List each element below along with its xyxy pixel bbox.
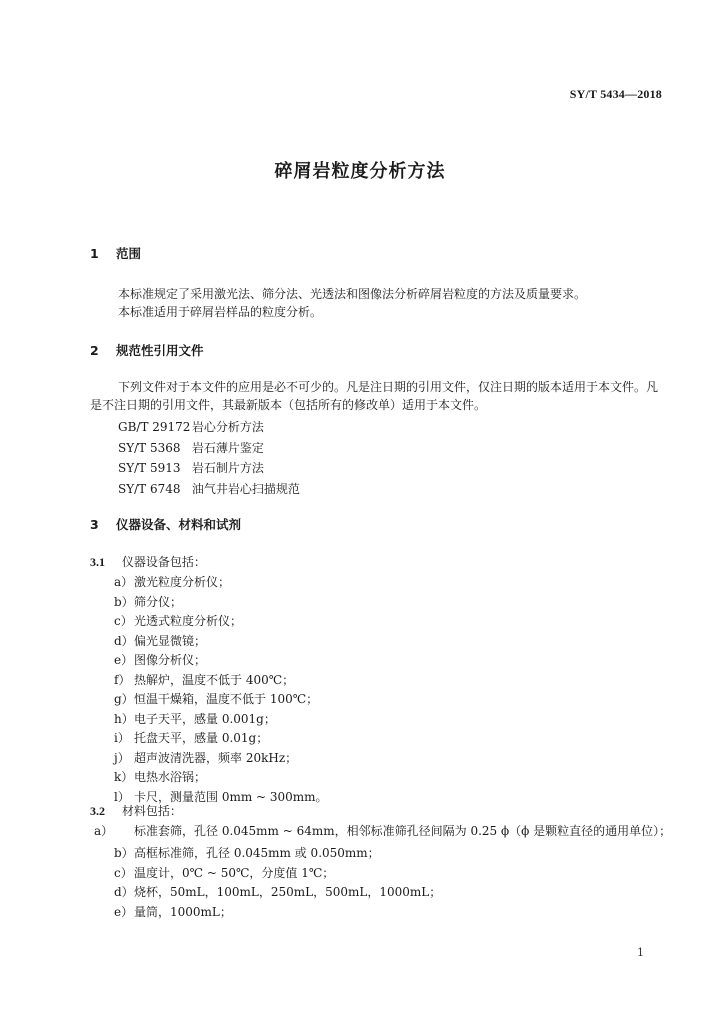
section-number: 2 [90,343,99,358]
reference-name: 岩心分析方法 [191,420,264,434]
item-marker: b） [114,846,134,860]
reference-code: SY/T 5368 [118,440,181,455]
item-marker: j） [114,750,130,765]
list-item [114,573,674,593]
list-item [114,593,674,613]
item-marker: d） [114,885,134,899]
list-item [114,710,674,730]
section-3-heading [90,515,241,533]
subsection-number: 3.1 [90,555,105,569]
list-item [114,768,674,788]
list-item [114,844,674,864]
section-title: 范围 [115,246,141,261]
list-item [114,788,674,808]
item-text: 烧杯，50mL，100mL，250mL，500mL，1000mL； [134,885,442,899]
subsection-3-1-heading [90,553,206,570]
normative-intro: 下列文件对于本文件的应用是必不可少的。凡是注日期的引用文件，仅注日期的版本适用于本文件。凡是不注日期的引用文件，其最新版本（包括所有的修改单）适用于本文件。 [90,380,659,412]
section-number: 3 [90,517,99,532]
subsection-3-2-heading [90,802,182,819]
reference-name: 岩石制片方法 [191,461,264,475]
list-item [114,612,674,632]
item-marker: g） [114,692,134,706]
item-marker: k） [114,770,134,784]
equipment-list [114,573,674,807]
reference-item [118,480,300,501]
item-marker: h） [114,711,134,726]
list-item [114,864,674,884]
item-text: 电热水浴锅； [134,770,207,784]
item-marker: f） [114,672,131,687]
section-title: 规范性引用文件 [115,343,204,358]
item-text: 偏光显微镜； [134,633,207,648]
reference-code: GB/T 29172 [118,420,191,434]
reference-item [118,459,300,480]
list-item [114,749,674,769]
list-item [114,729,674,749]
section-2-heading [90,341,204,359]
item-marker: b） [114,594,134,609]
subsection-number: 3.2 [90,804,105,818]
item-text: 高框标准筛，孔径 0.045mm 或 0.050mm； [134,846,380,860]
reference-name: 岩石薄片鉴定 [191,440,264,455]
reference-name: 油气井岩心扫描规范 [191,481,300,496]
section-title: 仪器设备、材料和试剂 [115,517,241,532]
materials-list [94,822,674,922]
item-text: 筛分仪； [134,594,183,609]
reference-item [118,418,300,439]
reference-item [118,439,300,460]
standard-code: SY/T 5434—2018 [569,87,662,101]
item-marker: a） [114,575,134,589]
list-item [114,690,674,710]
list-item [94,822,674,840]
item-text: 量筒，1000mL； [134,904,232,919]
item-text: 图像分析仪； [134,653,207,667]
document-title: 碎屑岩粒度分析方法 [274,161,446,182]
subsection-label: 材料包括： [121,804,182,818]
scope-paragraph-1: 本标准规定了采用激光法、筛分法、光透法和图像法分析碎屑岩粒度的方法及质量要求。 [118,287,587,301]
page-number: 1 [637,946,644,959]
item-text: 卡尺，测量范围 0mm ~ 300mm。 [134,789,328,804]
list-item [114,632,674,652]
list-item [114,903,674,923]
item-text: 托盘天平，感量 0.01g； [134,731,269,745]
reference-code: SY/T 5913 [118,461,181,475]
reference-code: SY/T 6748 [118,481,181,496]
list-item [114,651,674,671]
item-text: 超声波清洗器，频率 20kHz； [134,750,298,765]
item-marker: a） [94,824,114,838]
section-1-heading [90,244,141,262]
list-item [114,671,674,691]
item-text: 热解炉，温度不低于 400℃； [134,672,295,687]
reference-list [118,418,300,500]
item-marker: l） [114,789,130,804]
item-marker: e） [114,653,134,667]
item-text: 恒温干燥箱，温度不低于 100℃； [134,692,319,706]
item-marker: i） [114,731,130,745]
subsection-label: 仪器设备包括： [121,555,206,569]
item-text: 光透式粒度分析仪； [134,614,243,628]
item-marker: e） [114,904,134,919]
list-item [114,883,674,903]
item-marker: c） [114,614,133,628]
item-text: 激光粒度分析仪； [134,575,231,589]
item-text: 温度计，0℃ ~ 50℃，分度值 1℃； [134,865,335,880]
item-marker: d） [114,633,134,648]
scope-paragraph-2: 本标准适用于碎屑岩样品的粒度分析。 [118,305,323,319]
item-text: 标准套筛，孔径 0.045mm ~ 64mm，相邻标准筛孔径间隔为 0.25 ϕ（ϕ 是颗粒直径的通用单位）； [134,824,672,838]
item-marker: c） [114,865,133,880]
section-number: 1 [90,246,99,261]
item-text: 电子天平，感量 0.001g； [134,711,276,726]
